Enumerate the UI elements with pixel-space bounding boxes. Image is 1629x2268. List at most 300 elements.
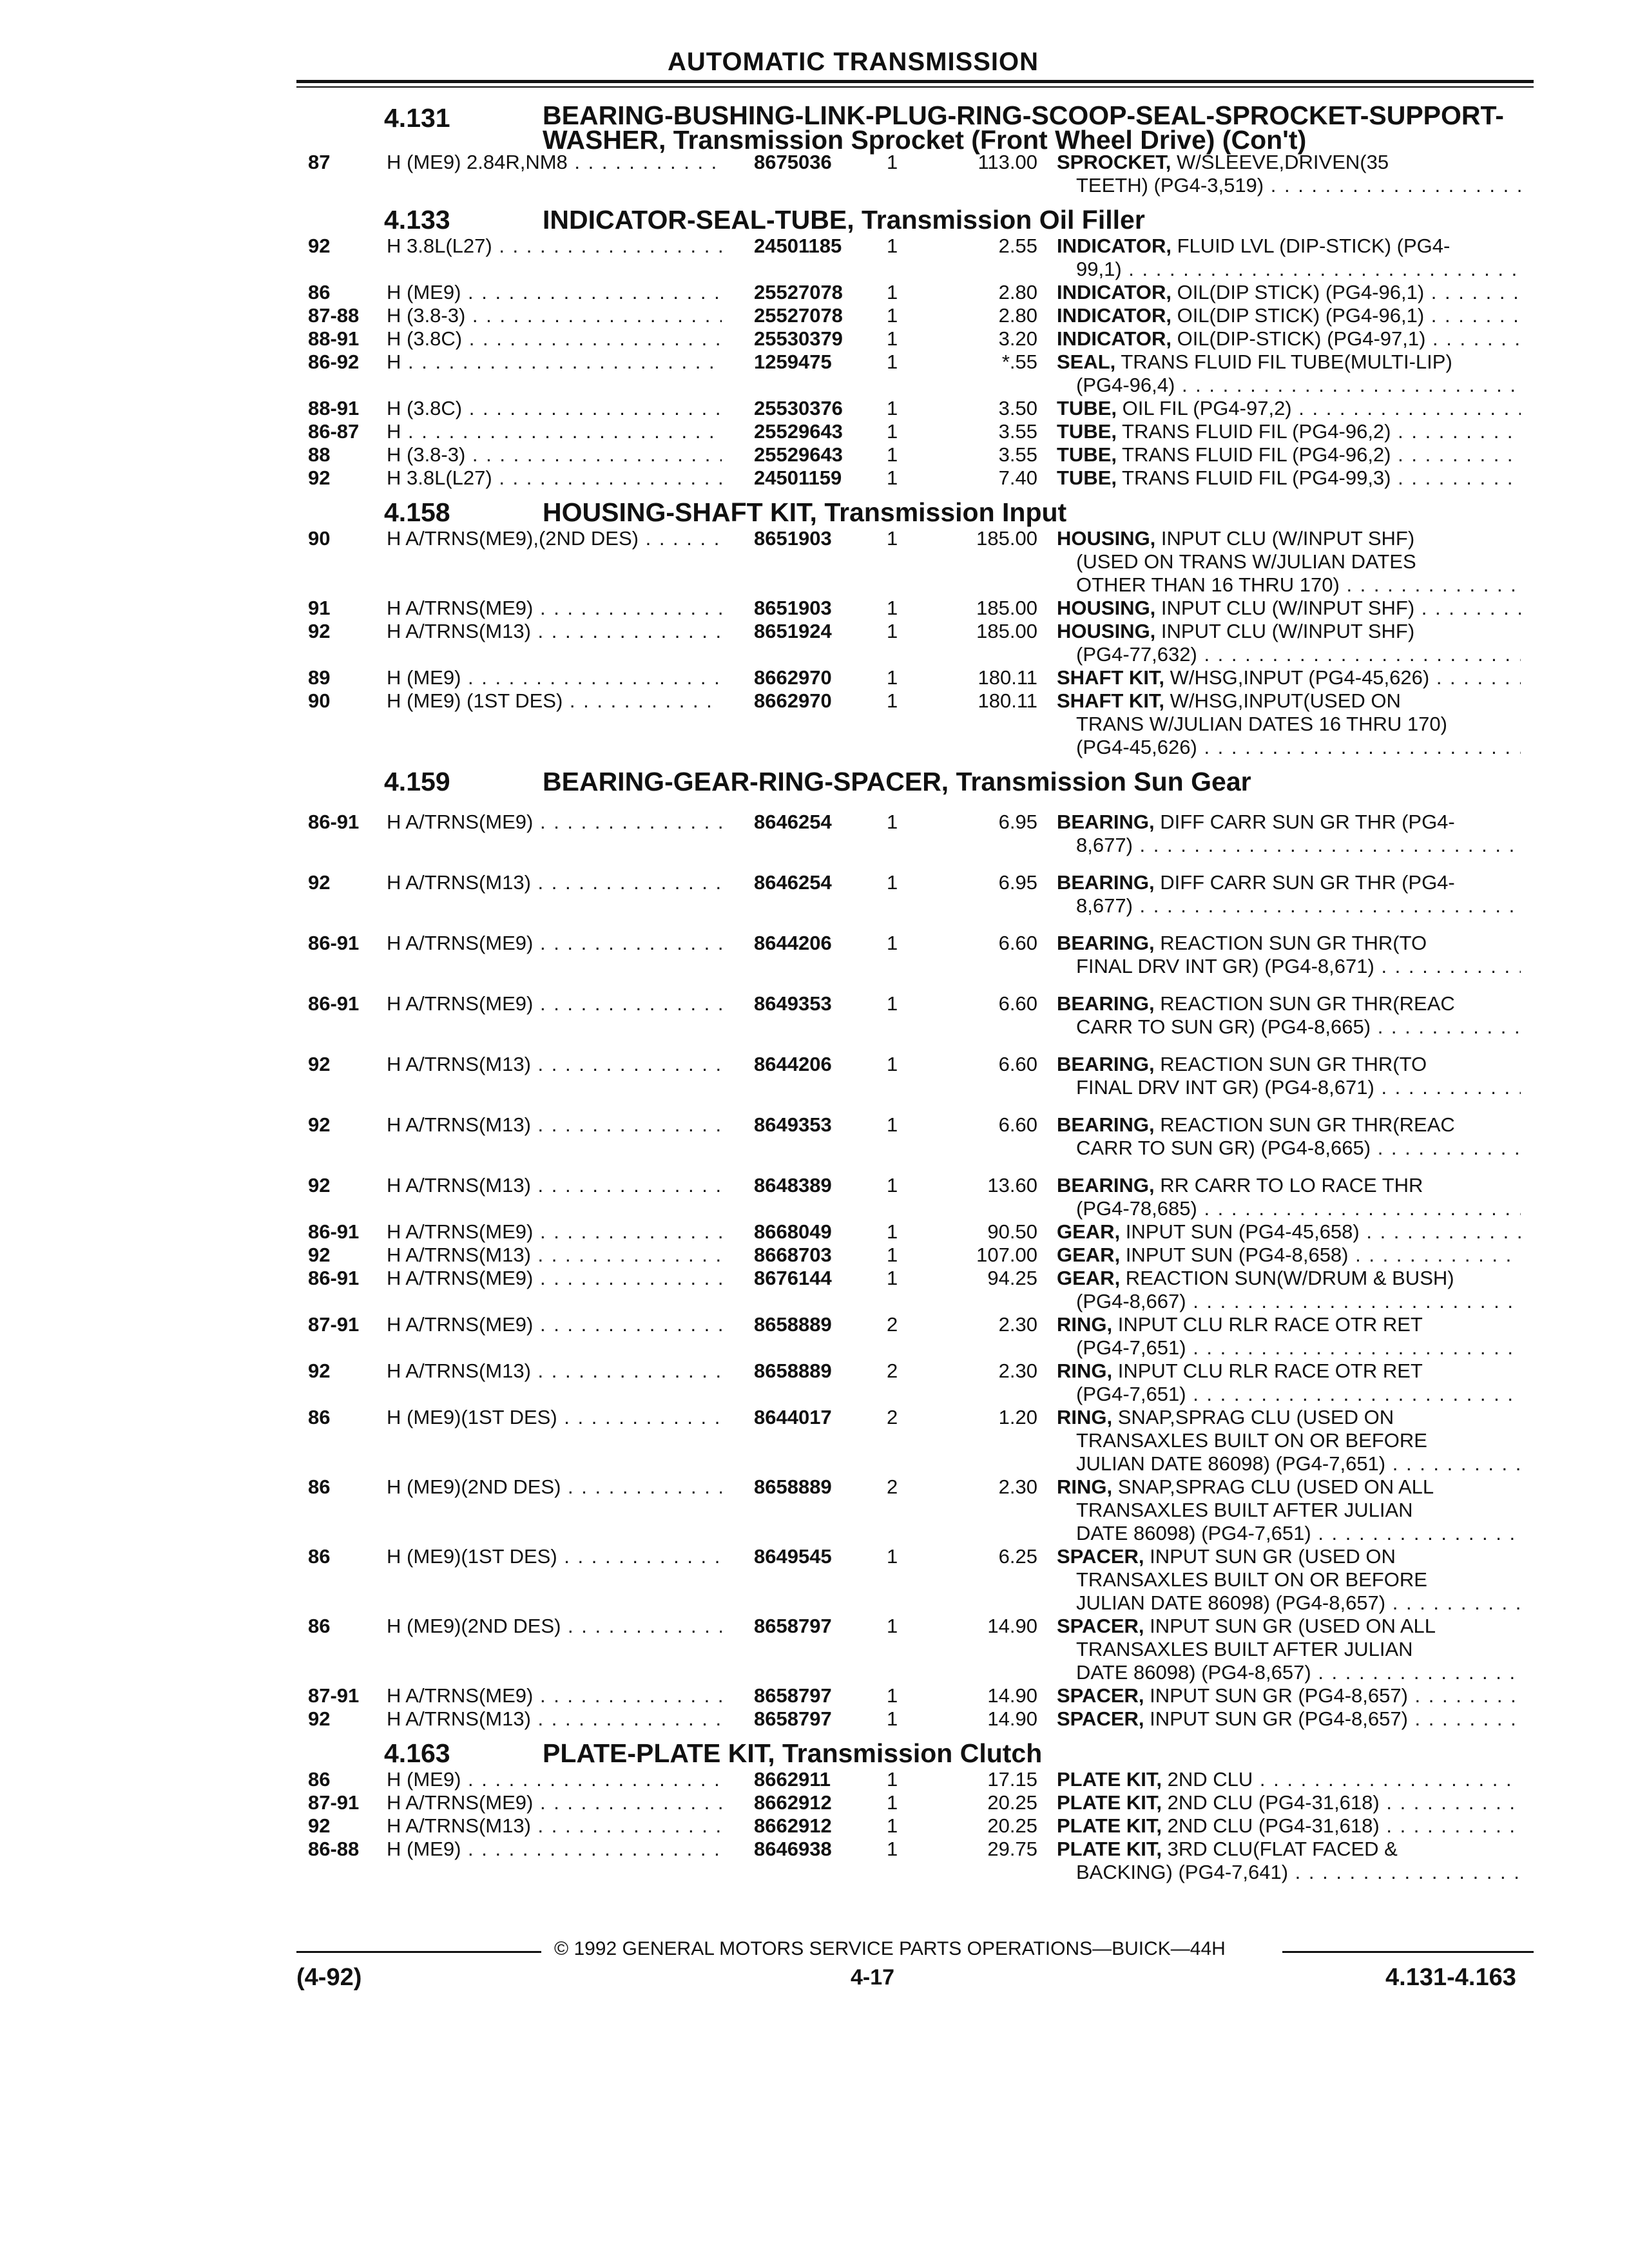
quantity: 1 [887, 992, 898, 1015]
quantity: 2 [887, 1313, 898, 1336]
part-description [1057, 1406, 1521, 1475]
quantity: 1 [887, 327, 898, 350]
application: H (ME9)(2ND DES) . . . [387, 1475, 722, 1499]
description-line: (PG4-8,667) . . . [1057, 1290, 1521, 1313]
part-number: 8676144 [754, 1267, 832, 1289]
description-line: RING, INPUT CLU RLR RACE OTR RET [1057, 1360, 1423, 1382]
part-row [0, 304, 1629, 327]
section-title: BEARING-BUSHING-LINK-PLUG-RING-SCOOP-SEAL-SPROCKET-SUPPORT-WASHER, Transmission Sprocket (Front Wheel Drive) (Con't) [543, 101, 1504, 155]
part-number: 24501185 [754, 235, 842, 257]
price: 6.25 [998, 1545, 1037, 1568]
quantity: 1 [887, 1838, 898, 1860]
application: H (ME9) 2.84R,NM8 . . . [387, 151, 722, 174]
model-year: 87-91 [308, 1791, 360, 1814]
description-line: DATE 86098) (PG4-7,651) . . . [1057, 1522, 1521, 1545]
quantity: 1 [887, 620, 898, 642]
description-line: GEAR, INPUT SUN (PG4-8,658) . . . [1057, 1244, 1521, 1267]
part-number: 25527078 [754, 281, 843, 303]
model-year: 86 [308, 1545, 331, 1568]
model-year: 87-91 [308, 1313, 360, 1336]
description-line: 8,677) . . . [1057, 834, 1521, 857]
price: 107.00 [976, 1244, 1037, 1266]
part-row [0, 1768, 1629, 1791]
price: 94.25 [987, 1267, 1037, 1289]
price: 14.90 [987, 1707, 1037, 1730]
part-row [0, 992, 1629, 1039]
application: H A/TRNS(ME9) . . . [387, 1684, 722, 1707]
description-line: (PG4-78,685) . . . [1057, 1197, 1521, 1220]
application: H A/TRNS(ME9) . . . [387, 597, 722, 620]
part-description [1057, 1684, 1521, 1707]
model-year: 86-92 [308, 351, 360, 373]
application: H A/TRNS(ME9) . . . [387, 811, 722, 834]
description-line: TRANSAXLES BUILT AFTER JULIAN [1076, 1638, 1413, 1660]
part-row [0, 1313, 1629, 1360]
description-line: (PG4-96,4) . . . [1057, 374, 1521, 397]
quantity: 1 [887, 281, 898, 303]
section-title: BEARING-GEAR-RING-SPACER, Transmission Sun Gear [543, 767, 1251, 796]
application: H A/TRNS(ME9) . . . [387, 992, 722, 1015]
application: H A/TRNS(ME9) . . . [387, 1220, 722, 1244]
part-row [0, 281, 1629, 304]
part-description [1057, 597, 1521, 620]
description-line: GEAR, REACTION SUN(W/DRUM & BUSH) [1057, 1267, 1454, 1289]
part-row [0, 1244, 1629, 1267]
footer-copyright: © 1992 GENERAL MOTORS SERVICE PARTS OPERATIONS—BUICK—44H [554, 1938, 1226, 1959]
application: H (ME9)(1ST DES) . . . [387, 1406, 722, 1429]
description-line: PLATE KIT, 2ND CLU (PG4-31,618) . . . [1057, 1814, 1521, 1838]
section-heading [0, 204, 1629, 235]
part-row [0, 1707, 1629, 1731]
description-line: BEARING, REACTION SUN GR THR(REAC [1057, 1113, 1455, 1136]
description-line: BEARING, DIFF CARR SUN GR THR (PG4- [1057, 871, 1455, 894]
part-description [1057, 397, 1521, 420]
application: H (ME9) . . . [387, 281, 722, 304]
price: 20.25 [987, 1791, 1037, 1814]
price: 6.60 [998, 932, 1037, 954]
description-line: INDICATOR, OIL(DIP STICK) (PG4-96,1) . . . [1057, 304, 1521, 327]
model-year: 86-91 [308, 811, 360, 833]
description-line: SPROCKET, W/SLEEVE,DRIVEN(35 [1057, 151, 1389, 173]
part-row [0, 466, 1629, 490]
part-number: 8646938 [754, 1838, 832, 1860]
application: H (3.8C) . . . [387, 397, 722, 420]
quantity: 1 [887, 420, 898, 443]
part-description [1057, 1838, 1521, 1884]
part-number: 8644017 [754, 1406, 832, 1428]
price: 2.30 [998, 1313, 1037, 1336]
model-year: 87 [308, 151, 331, 173]
part-row [0, 1174, 1629, 1220]
application: H (3.8-3) . . . [387, 304, 722, 327]
application: H 3.8L(L27) . . . [387, 235, 722, 258]
part-description [1057, 443, 1521, 466]
model-year: 87-88 [308, 304, 360, 327]
price: 6.60 [998, 1053, 1037, 1075]
section-number: 4.163 [384, 1738, 450, 1768]
description-line: INDICATOR, OIL(DIP-STICK) (PG4-97,1) . . . [1057, 327, 1521, 351]
part-number: 8658797 [754, 1707, 832, 1730]
quantity: 1 [887, 1615, 898, 1637]
part-row [0, 1545, 1629, 1615]
quantity: 1 [887, 1684, 898, 1707]
header-rule-thin [296, 86, 1534, 88]
part-description [1057, 1313, 1521, 1360]
description-line: FINAL DRV INT GR) (PG4-8,671) . . . [1057, 1076, 1521, 1099]
description-line: PLATE KIT, 2ND CLU (PG4-31,618) . . . [1057, 1791, 1521, 1814]
part-description [1057, 1244, 1521, 1267]
part-number: 1259475 [754, 351, 832, 373]
application: H A/TRNS(ME9) . . . [387, 932, 722, 955]
description-line: CARR TO SUN GR) (PG4-8,665) . . . [1057, 1137, 1521, 1160]
part-number: 8662911 [754, 1768, 831, 1791]
part-row [0, 235, 1629, 281]
footer-rule-right [1282, 1951, 1534, 1953]
part-description [1057, 871, 1521, 918]
part-description [1057, 1814, 1521, 1838]
section-heading [0, 765, 1629, 796]
section-number: 4.158 [384, 497, 450, 527]
quantity: 1 [887, 1053, 898, 1075]
quantity: 2 [887, 1406, 898, 1428]
price: 6.95 [998, 811, 1037, 833]
part-row [0, 871, 1629, 918]
quantity: 1 [887, 689, 898, 712]
application: H A/TRNS(M13) . . . [387, 1814, 722, 1838]
quantity: 1 [887, 1768, 898, 1791]
description-line: SPACER, INPUT SUN GR (PG4-8,657) . . . [1057, 1684, 1521, 1707]
description-line: HOUSING, INPUT CLU (W/INPUT SHF) . . . [1057, 597, 1521, 620]
description-line: RING, SNAP,SPRAG CLU (USED ON ALL [1057, 1475, 1434, 1498]
quantity: 1 [887, 597, 898, 619]
part-row [0, 1838, 1629, 1884]
price: 3.55 [998, 443, 1037, 466]
part-description [1057, 811, 1521, 857]
parts-catalog [0, 95, 1629, 1884]
part-description [1057, 466, 1521, 490]
description-line: TUBE, OIL FIL (PG4-97,2) . . . [1057, 397, 1521, 420]
footer-rule-left [296, 1951, 541, 1953]
part-row [0, 1475, 1629, 1545]
price: 20.25 [987, 1814, 1037, 1837]
quantity: 1 [887, 397, 898, 419]
description-line: BEARING, REACTION SUN GR THR(TO [1057, 932, 1427, 954]
part-row [0, 420, 1629, 443]
part-description [1057, 1615, 1521, 1684]
section-number: 4.131 [384, 103, 450, 133]
price: 113.00 [978, 151, 1037, 173]
part-number: 25530376 [754, 397, 843, 419]
application: H A/TRNS(M13) . . . [387, 1360, 722, 1383]
part-number: 8649545 [754, 1545, 832, 1568]
model-year: 92 [308, 1174, 331, 1196]
description-line: (PG4-77,632) . . . [1057, 643, 1521, 666]
description-line: PLATE KIT, 2ND CLU . . . [1057, 1768, 1521, 1791]
part-description [1057, 1707, 1521, 1731]
model-year: 92 [308, 1244, 331, 1266]
description-line: 99,1) . . . [1057, 258, 1521, 281]
description-line: BEARING, DIFF CARR SUN GR THR (PG4- [1057, 811, 1455, 833]
description-line: SPACER, INPUT SUN GR (USED ON [1057, 1545, 1396, 1568]
application: H A/TRNS(M13) . . . [387, 620, 722, 643]
part-number: 8646254 [754, 871, 832, 894]
description-line: SEAL, TRANS FLUID FIL TUBE(MULTI-LIP) [1057, 351, 1452, 373]
description-line: FINAL DRV INT GR) (PG4-8,671) . . . [1057, 955, 1521, 978]
price: 29.75 [987, 1838, 1037, 1860]
quantity: 2 [887, 1475, 898, 1498]
model-year: 88-91 [308, 327, 360, 350]
part-number: 8658889 [754, 1475, 832, 1498]
model-year: 92 [308, 871, 331, 894]
application: H (ME9) . . . [387, 1838, 722, 1861]
part-number: 8658797 [754, 1615, 832, 1637]
section-heading [0, 1737, 1629, 1768]
description-line: TRANS W/JULIAN DATES 16 THRU 170) [1076, 713, 1447, 735]
model-year: 92 [308, 1707, 331, 1730]
model-year: 86-91 [308, 1220, 360, 1243]
part-description [1057, 1545, 1521, 1615]
part-row [0, 151, 1629, 197]
section-number: 4.133 [384, 205, 450, 235]
part-row [0, 932, 1629, 978]
footer-section-range: 4.131-4.163 [1385, 1964, 1516, 1991]
part-row [0, 1053, 1629, 1099]
price: 185.00 [976, 527, 1037, 550]
footer-edition: (4-92) [296, 1964, 362, 1991]
part-row [0, 351, 1629, 397]
part-number: 8651903 [754, 597, 832, 619]
model-year: 89 [308, 666, 331, 689]
part-row [0, 1406, 1629, 1475]
model-year: 86 [308, 1406, 331, 1428]
model-year: 92 [308, 1053, 331, 1075]
part-row [0, 327, 1629, 351]
price: 185.00 [976, 597, 1037, 619]
application: H . . . [387, 420, 722, 443]
quantity: 1 [887, 1244, 898, 1266]
description-line: TUBE, TRANS FLUID FIL (PG4-99,3) . . . [1057, 466, 1521, 490]
quantity: 1 [887, 1814, 898, 1837]
price: 6.95 [998, 871, 1037, 894]
part-description [1057, 151, 1521, 197]
price: 3.55 [998, 420, 1037, 443]
description-line: TRANSAXLES BUILT AFTER JULIAN [1076, 1499, 1413, 1521]
price: 13.60 [987, 1174, 1037, 1196]
description-line: SHAFT KIT, W/HSG,INPUT(USED ON [1057, 689, 1401, 712]
part-row [0, 597, 1629, 620]
description-line: BEARING, RR CARR TO LO RACE THR [1057, 1174, 1423, 1196]
model-year: 88-91 [308, 397, 360, 419]
part-number: 8646254 [754, 811, 832, 833]
quantity: 1 [887, 351, 898, 373]
part-number: 8649353 [754, 992, 832, 1015]
price: 90.50 [987, 1220, 1037, 1243]
part-description [1057, 1360, 1521, 1406]
section-title: HOUSING-SHAFT KIT, Transmission Input [543, 497, 1067, 527]
description-line: HOUSING, INPUT CLU (W/INPUT SHF) [1057, 620, 1415, 642]
application: H A/TRNS(M13) . . . [387, 1053, 722, 1076]
part-number: 8662970 [754, 689, 832, 712]
description-line: CARR TO SUN GR) (PG4-8,665) . . . [1057, 1015, 1521, 1039]
application: H (ME9) . . . [387, 666, 722, 689]
model-year: 92 [308, 235, 331, 257]
part-row [0, 811, 1629, 857]
description-line: BEARING, REACTION SUN GR THR(REAC [1057, 992, 1455, 1015]
quantity: 1 [887, 1545, 898, 1568]
description-line: TRANSAXLES BUILT ON OR BEFORE [1076, 1429, 1427, 1452]
part-number: 8644206 [754, 1053, 832, 1075]
part-description [1057, 1174, 1521, 1220]
part-description [1057, 932, 1521, 978]
quantity: 1 [887, 1267, 898, 1289]
part-row [0, 1814, 1629, 1838]
quantity: 1 [887, 527, 898, 550]
quantity: 1 [887, 1707, 898, 1730]
application: H (ME9)(1ST DES) . . . [387, 1545, 722, 1568]
description-line: SHAFT KIT, W/HSG,INPUT (PG4-45,626) . . . [1057, 666, 1521, 689]
application: H A/TRNS(ME9) . . . [387, 1267, 722, 1290]
page-title: AUTOMATIC TRANSMISSION [667, 48, 1039, 76]
part-number: 25529643 [754, 420, 843, 443]
description-line: (PG4-45,626) . . . [1057, 736, 1521, 759]
quantity: 1 [887, 466, 898, 489]
application: H . . . [387, 351, 722, 374]
price: *.55 [1001, 351, 1037, 373]
part-description [1057, 351, 1521, 397]
part-row [0, 1220, 1629, 1244]
section-heading [0, 101, 1629, 155]
application: H A/TRNS(M13) . . . [387, 1707, 722, 1731]
footer-page-number: 4-17 [851, 1965, 895, 1990]
quantity: 1 [887, 1220, 898, 1243]
part-number: 25530379 [754, 327, 843, 350]
quantity: 1 [887, 1113, 898, 1136]
application: H A/TRNS(ME9) . . . [387, 1313, 722, 1336]
model-year: 86 [308, 281, 331, 303]
application: H (ME9)(2ND DES) . . . [387, 1615, 722, 1638]
part-row [0, 397, 1629, 420]
model-year: 90 [308, 689, 331, 712]
application: H (3.8-3) . . . [387, 443, 722, 466]
part-row [0, 666, 1629, 689]
part-row [0, 527, 1629, 597]
part-row [0, 1113, 1629, 1160]
application: H (ME9) . . . [387, 1768, 722, 1791]
part-description [1057, 1113, 1521, 1160]
part-number: 24501159 [754, 466, 842, 489]
quantity: 1 [887, 666, 898, 689]
description-line: JULIAN DATE 86098) (PG4-8,657) . . . [1057, 1591, 1521, 1615]
part-description [1057, 1475, 1521, 1545]
application: H (ME9) (1ST DES) . . . [387, 689, 722, 713]
part-description [1057, 235, 1521, 281]
quantity: 1 [887, 235, 898, 257]
description-line: TUBE, TRANS FLUID FIL (PG4-96,2) . . . [1057, 443, 1521, 466]
part-description [1057, 327, 1521, 351]
part-number: 8668049 [754, 1220, 832, 1243]
description-line: (PG4-7,651) . . . [1057, 1383, 1521, 1406]
part-description [1057, 527, 1521, 597]
price: 3.20 [998, 327, 1037, 350]
header-rule [296, 80, 1534, 83]
price: 180.11 [978, 666, 1037, 689]
model-year: 87-91 [308, 1684, 360, 1707]
description-line: DATE 86098) (PG4-8,657) . . . [1057, 1661, 1521, 1684]
part-description [1057, 689, 1521, 759]
price: 6.60 [998, 1113, 1037, 1136]
part-row [0, 1684, 1629, 1707]
model-year: 86 [308, 1475, 331, 1498]
part-row [0, 1791, 1629, 1814]
part-number: 8651924 [754, 620, 832, 642]
part-number: 8662970 [754, 666, 832, 689]
description-line: OTHER THAN 16 THRU 170) . . . [1057, 573, 1521, 597]
description-line: TUBE, TRANS FLUID FIL (PG4-96,2) . . . [1057, 420, 1521, 443]
application: H A/TRNS(M13) . . . [387, 1113, 722, 1137]
quantity: 1 [887, 1174, 898, 1196]
quantity: 1 [887, 932, 898, 954]
model-year: 92 [308, 1814, 331, 1837]
part-number: 8648389 [754, 1174, 832, 1196]
part-description [1057, 1220, 1521, 1244]
model-year: 86-88 [308, 1838, 360, 1860]
part-description [1057, 620, 1521, 666]
section-heading [0, 496, 1629, 527]
section-number: 4.159 [384, 767, 450, 796]
part-description [1057, 1768, 1521, 1791]
model-year: 92 [308, 1113, 331, 1136]
price: 180.11 [978, 689, 1037, 712]
section-title: INDICATOR-SEAL-TUBE, Transmission Oil Filler [543, 205, 1145, 235]
description-line: INDICATOR, OIL(DIP STICK) (PG4-96,1) . . . [1057, 281, 1521, 304]
part-row [0, 689, 1629, 759]
model-year: 86 [308, 1768, 331, 1791]
price: 14.90 [987, 1684, 1037, 1707]
description-line: (PG4-7,651) . . . [1057, 1336, 1521, 1360]
part-number: 8651903 [754, 527, 832, 550]
part-row [0, 1360, 1629, 1406]
price: 2.55 [998, 235, 1037, 257]
quantity: 1 [887, 811, 898, 833]
description-line: SPACER, INPUT SUN GR (PG4-8,657) . . . [1057, 1707, 1521, 1731]
part-description [1057, 420, 1521, 443]
part-description [1057, 666, 1521, 689]
description-line: RING, SNAP,SPRAG CLU (USED ON [1057, 1406, 1394, 1428]
part-description [1057, 1053, 1521, 1099]
description-line: PLATE KIT, 3RD CLU(FLAT FACED & [1057, 1838, 1398, 1860]
part-number: 8658889 [754, 1360, 832, 1382]
model-year: 88 [308, 443, 331, 466]
application: H A/TRNS(ME9),(2ND DES) . . . [387, 527, 722, 550]
price: 2.80 [998, 281, 1037, 303]
application: H A/TRNS(M13) . . . [387, 1244, 722, 1267]
part-description [1057, 281, 1521, 304]
part-number: 8662912 [754, 1814, 832, 1837]
model-year: 91 [308, 597, 331, 619]
price: 6.60 [998, 992, 1037, 1015]
quantity: 1 [887, 871, 898, 894]
part-description [1057, 304, 1521, 327]
description-line: BACKING) (PG4-7,641) . . . [1057, 1861, 1521, 1884]
price: 17.15 [987, 1768, 1037, 1791]
description-line: GEAR, INPUT SUN (PG4-45,658) . . . [1057, 1220, 1521, 1244]
application: H A/TRNS(M13) . . . [387, 1174, 722, 1197]
price: 14.90 [987, 1615, 1037, 1637]
quantity: 1 [887, 151, 898, 173]
section-title: PLATE-PLATE KIT, Transmission Clutch [543, 1738, 1043, 1768]
description-line: BEARING, REACTION SUN GR THR(TO [1057, 1053, 1427, 1075]
part-number: 8644206 [754, 932, 832, 954]
